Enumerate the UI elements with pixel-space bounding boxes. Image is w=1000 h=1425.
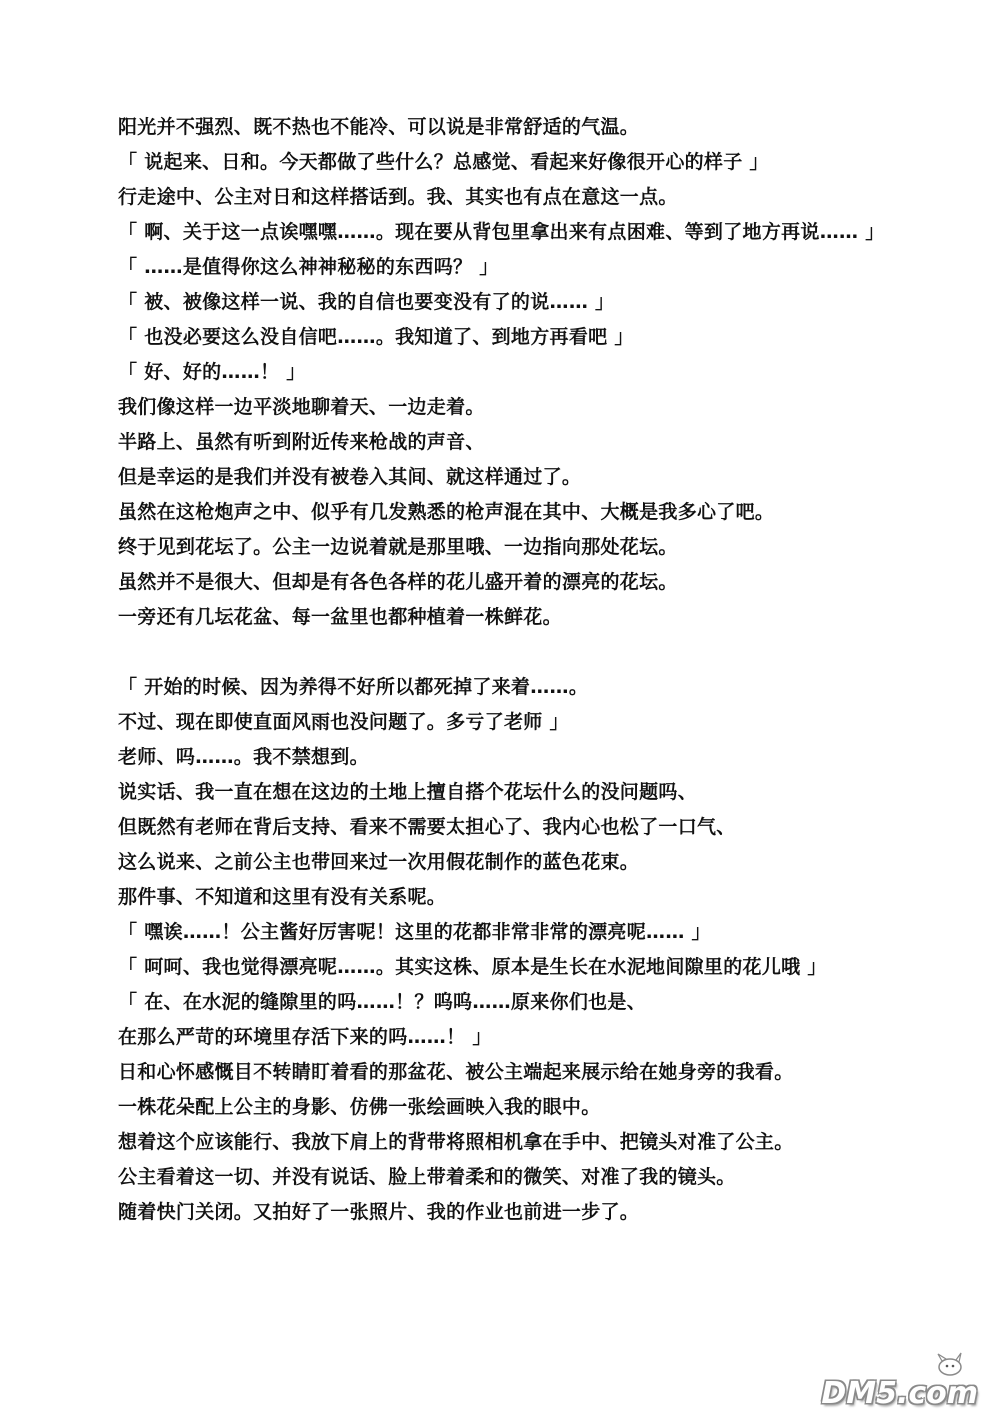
watermark-logo	[821, 1363, 978, 1413]
text-line: 想着这个应该能行、我放下肩上的背带将照相机拿在手中、把镜头对准了公主。	[118, 1131, 794, 1153]
watermark-text: DM5.com	[821, 1376, 978, 1411]
text-line: 在那么严苛的环境里存活下来的吗……！ 」	[118, 1026, 492, 1048]
text-body	[118, 110, 958, 1230]
text-line: 「 被、被像这样一说、我的自信也要变没有了的说…… 」	[118, 291, 615, 313]
text-line: 说实话、我一直在想在这边的土地上擅自搭个花坛什么的没问题吗、	[118, 781, 698, 803]
text-line: 终于见到花坛了。公主一边说着就是那里哦、一边指向那处花坛。	[118, 536, 678, 558]
text-line: 一株花朵配上公主的身影、仿佛一张绘画映入我的眼中。	[118, 1096, 601, 1118]
text-line: 我们像这样一边平淡地聊着天、一边走着。	[118, 396, 485, 418]
text-line: 阳光并不强烈、既不热也不能冷、可以说是非常舒适的气温。	[118, 116, 640, 138]
text-line: 一旁还有几坛花盆、每一盆里也都种植着一株鲜花。	[118, 606, 562, 628]
text-line: 老师、吗……。我不禁想到。	[118, 746, 369, 768]
text-line: 日和心怀感慨目不转睛盯着看的那盆花、被公主端起来展示给在她身旁的我看。	[118, 1061, 794, 1083]
text-line: 「 ……是值得你这么神神秘秘的东西吗？ 」	[118, 256, 499, 278]
text-line: 行走途中、公主对日和这样搭话到。我、其实也有点在意这一点。	[118, 186, 678, 208]
text-line: 「 在、在水泥的缝隙里的吗……！？呜呜……原来你们也是、	[118, 991, 647, 1013]
text-line: 虽然并不是很大、但却是有各色各样的花儿盛开着的漂亮的花坛。	[118, 571, 678, 593]
text-line: 「 嘿诶……！公主酱好厉害呢！这里的花都非常非常的漂亮呢…… 」	[118, 921, 711, 943]
text-line: 但是幸运的是我们并没有被卷入其间、就这样通过了。	[118, 466, 582, 488]
text-line: 「 说起来、日和。今天都做了些什么？总感觉、看起来好像很开心的样子 」	[118, 151, 769, 173]
text-line: 虽然在这枪炮声之中、似乎有几发熟悉的枪声混在其中、大概是我多心了吧。	[118, 501, 775, 523]
text-line: 那件事、不知道和这里有没有关系呢。	[118, 886, 447, 908]
text-line: 不过、现在即使直面风雨也没问题了。多亏了老师 」	[118, 711, 569, 733]
text-line: 「 也没必要这么没自信吧……。我知道了、到地方再看吧 」	[118, 326, 634, 348]
text-line: 「 好、好的……！ 」	[118, 361, 306, 383]
paragraph-gap	[118, 635, 958, 670]
text-line: 这么说来、之前公主也带回来过一次用假花制作的蓝色花束。	[118, 851, 640, 873]
text-line: 「 开始的时候、因为养得不好所以都死掉了来着……。	[118, 676, 589, 698]
text-line: 公主看着这一切、并没有说话、脸上带着柔和的微笑、对准了我的镜头。	[118, 1166, 736, 1188]
text-line: 「 呵呵、我也觉得漂亮呢……。其实这株、原本是生长在水泥地间隙里的花儿哦 」	[118, 956, 827, 978]
text-line: 随着快门关闭。又拍好了一张照片、我的作业也前进一步了。	[118, 1201, 640, 1223]
text-line: 但既然有老师在背后支持、看来不需要太担心了、我内心也松了一口气、	[118, 816, 736, 838]
text-line: 「 啊、关于这一点诶嘿嘿……。现在要从背包里拿出来有点困难、等到了地方再说…… 」	[118, 221, 885, 243]
text-line: 半路上、虽然有听到附近传来枪战的声音、	[118, 431, 485, 453]
